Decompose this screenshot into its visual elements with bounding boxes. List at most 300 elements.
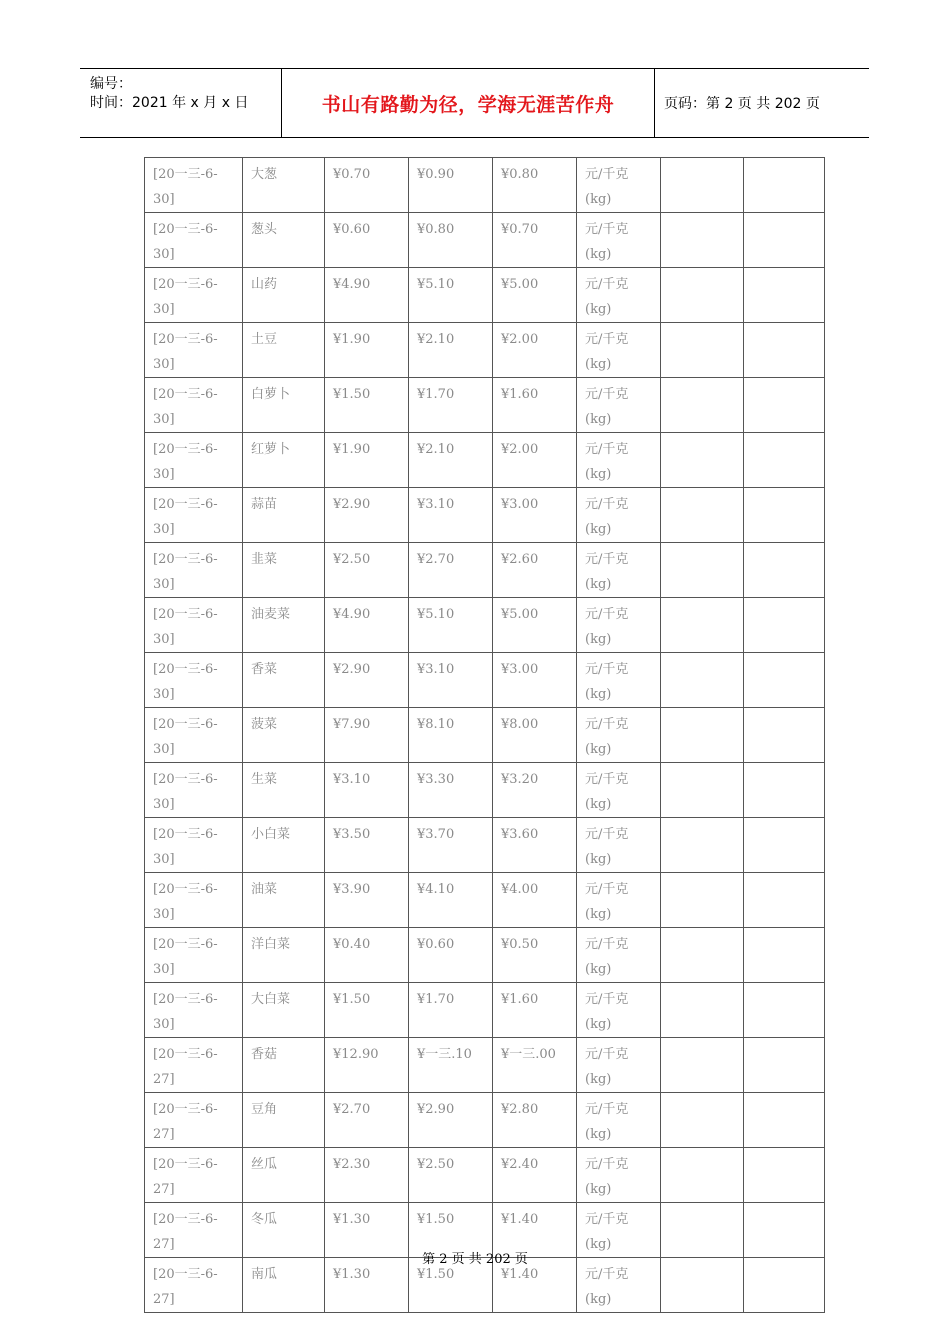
lowest-price-cell — [325, 158, 409, 213]
unit-cell-text: (kg) — [585, 632, 612, 647]
highest-price-cell-text: ¥2.10 — [417, 332, 455, 347]
unit-cell-text: 元/千克 — [585, 167, 629, 182]
empty-cell — [661, 1093, 744, 1148]
empty-cell — [661, 488, 744, 543]
average-price-cell-text: ¥5.00 — [501, 607, 539, 622]
product-name-cell-text: 小白菜 — [251, 827, 291, 842]
lowest-price-cell — [325, 983, 409, 1038]
empty-cell — [661, 818, 744, 873]
highest-price-cell — [409, 213, 493, 268]
product-name-cell — [243, 653, 325, 708]
empty-cell — [661, 213, 744, 268]
average-price-cell-text: ¥1.60 — [501, 992, 539, 1007]
unit-cell — [577, 873, 661, 928]
price-table-body — [145, 158, 825, 1313]
unit-cell-text: (kg) — [585, 302, 612, 317]
date-cell-text: 30] — [153, 632, 175, 647]
unit-cell — [577, 763, 661, 818]
unit-cell — [577, 378, 661, 433]
unit-cell — [577, 433, 661, 488]
lowest-price-cell — [325, 708, 409, 763]
unit-cell-text: 元/千克 — [585, 827, 629, 842]
unit-cell — [577, 708, 661, 763]
lowest-price-cell — [325, 1148, 409, 1203]
highest-price-cell — [409, 1093, 493, 1148]
average-price-cell-text: ¥2.00 — [501, 442, 539, 457]
date-cell-text: 30] — [153, 577, 175, 592]
product-name-cell-text: 油菜 — [251, 882, 278, 897]
product-name-cell-text: 香菇 — [251, 1047, 278, 1062]
date-cell-text: 27] — [153, 1072, 175, 1087]
highest-price-cell — [409, 818, 493, 873]
empty-cell — [744, 268, 825, 323]
empty-cell — [661, 1038, 744, 1093]
empty-cell — [744, 1148, 825, 1203]
date-cell-text: 30] — [153, 412, 175, 427]
unit-cell-text: 元/千克 — [585, 222, 629, 237]
empty-cell — [744, 983, 825, 1038]
lowest-price-cell-text: ¥2.70 — [333, 1102, 371, 1117]
date-cell-text: 30] — [153, 247, 175, 262]
product-name-cell-text: 菠菜 — [251, 717, 278, 732]
highest-price-cell — [409, 708, 493, 763]
lowest-price-cell — [325, 873, 409, 928]
empty-cell — [661, 598, 744, 653]
header-motto: 书山有路勤为径，学海无涯苦作舟 — [282, 69, 655, 137]
lowest-price-cell-text: ¥7.90 — [333, 717, 371, 732]
date-cell — [145, 763, 243, 818]
product-name-cell-text: 韭菜 — [251, 552, 278, 567]
table-row — [145, 1093, 825, 1148]
average-price-cell — [493, 1038, 577, 1093]
date-cell-text: [20一三-6- — [153, 772, 218, 787]
date-cell-text: 27] — [153, 1237, 175, 1252]
highest-price-cell — [409, 158, 493, 213]
date-cell-text: [20一三-6- — [153, 992, 218, 1007]
product-name-cell-text: 葱头 — [251, 222, 278, 237]
unit-cell — [577, 1148, 661, 1203]
unit-cell-text: (kg) — [585, 247, 612, 262]
highest-price-cell — [409, 873, 493, 928]
date-cell-text: [20一三-6- — [153, 662, 218, 677]
product-name-cell — [243, 818, 325, 873]
date-cell-text: [20一三-6- — [153, 1212, 218, 1227]
lowest-price-cell — [325, 543, 409, 598]
unit-cell-text: 元/千克 — [585, 332, 629, 347]
product-name-cell-text: 山药 — [251, 277, 278, 292]
date-cell-text: [20一三-6- — [153, 497, 218, 512]
average-price-cell-text: ¥3.20 — [501, 772, 539, 787]
average-price-cell-text: ¥0.50 — [501, 937, 539, 952]
product-name-cell — [243, 213, 325, 268]
empty-cell — [661, 158, 744, 213]
unit-cell-text: 元/千克 — [585, 992, 629, 1007]
unit-cell — [577, 543, 661, 598]
empty-cell — [661, 928, 744, 983]
product-name-cell — [243, 873, 325, 928]
unit-cell-text: (kg) — [585, 1182, 612, 1197]
unit-cell-text: 元/千克 — [585, 1267, 629, 1282]
empty-cell — [744, 213, 825, 268]
average-price-cell — [493, 323, 577, 378]
lowest-price-cell-text: ¥12.90 — [333, 1047, 379, 1062]
date-cell — [145, 983, 243, 1038]
date-cell-text: [20一三-6- — [153, 277, 218, 292]
product-name-cell — [243, 323, 325, 378]
lowest-price-cell — [325, 1038, 409, 1093]
lowest-price-cell-text: ¥1.90 — [333, 332, 371, 347]
highest-price-cell-text: ¥2.50 — [417, 1157, 455, 1172]
empty-cell — [661, 873, 744, 928]
highest-price-cell — [409, 433, 493, 488]
highest-price-cell-text: ¥1.50 — [417, 1212, 455, 1227]
highest-price-cell — [409, 983, 493, 1038]
product-name-cell — [243, 1093, 325, 1148]
empty-cell — [744, 488, 825, 543]
average-price-cell-text: ¥5.00 — [501, 277, 539, 292]
date-cell-text: [20一三-6- — [153, 442, 218, 457]
empty-cell — [661, 983, 744, 1038]
highest-price-cell — [409, 653, 493, 708]
unit-cell-text: (kg) — [585, 1292, 612, 1307]
empty-cell — [744, 158, 825, 213]
highest-price-cell — [409, 543, 493, 598]
product-name-cell — [243, 983, 325, 1038]
unit-cell — [577, 818, 661, 873]
unit-cell — [577, 488, 661, 543]
unit-cell — [577, 268, 661, 323]
table-row — [145, 873, 825, 928]
date-cell — [145, 1148, 243, 1203]
date-cell-text: 27] — [153, 1182, 175, 1197]
average-price-cell-text: ¥3.00 — [501, 662, 539, 677]
date-cell — [145, 1038, 243, 1093]
lowest-price-cell — [325, 1093, 409, 1148]
product-name-cell-text: 洋白菜 — [251, 937, 291, 952]
product-name-cell-text: 红萝卜 — [251, 442, 291, 457]
average-price-cell — [493, 213, 577, 268]
product-name-cell-text: 南瓜 — [251, 1267, 278, 1282]
table-row — [145, 598, 825, 653]
empty-cell — [744, 1038, 825, 1093]
unit-cell-text: 元/千克 — [585, 662, 629, 677]
date-cell-text: 27] — [153, 1127, 175, 1142]
highest-price-cell-text: ¥3.30 — [417, 772, 455, 787]
date-cell — [145, 928, 243, 983]
unit-cell-text: (kg) — [585, 1237, 612, 1252]
average-price-cell — [493, 653, 577, 708]
product-name-cell-text: 冬瓜 — [251, 1212, 278, 1227]
highest-price-cell-text: ¥2.70 — [417, 552, 455, 567]
table-row — [145, 488, 825, 543]
table-row — [145, 1148, 825, 1203]
highest-price-cell-text: ¥0.80 — [417, 222, 455, 237]
document-number-label: 编号： — [90, 76, 132, 92]
date-cell — [145, 708, 243, 763]
product-name-cell-text: 白萝卜 — [251, 387, 291, 402]
average-price-cell-text: ¥2.80 — [501, 1102, 539, 1117]
lowest-price-cell — [325, 488, 409, 543]
product-name-cell — [243, 1148, 325, 1203]
average-price-cell-text: ¥2.40 — [501, 1157, 539, 1172]
date-cell — [145, 818, 243, 873]
lowest-price-cell-text: ¥2.90 — [333, 662, 371, 677]
empty-cell — [744, 928, 825, 983]
unit-cell — [577, 653, 661, 708]
date-cell-text: [20一三-6- — [153, 1157, 218, 1172]
average-price-cell — [493, 928, 577, 983]
empty-cell — [661, 268, 744, 323]
table-row — [145, 323, 825, 378]
date-cell — [145, 653, 243, 708]
date-cell-text: 30] — [153, 687, 175, 702]
average-price-cell — [493, 983, 577, 1038]
date-cell-text: 30] — [153, 797, 175, 812]
product-name-cell — [243, 598, 325, 653]
average-price-cell-text: ¥3.00 — [501, 497, 539, 512]
date-cell-text: [20一三-6- — [153, 882, 218, 897]
date-cell-text: 27] — [153, 1292, 175, 1307]
date-cell-text: [20一三-6- — [153, 937, 218, 952]
empty-cell — [661, 708, 744, 763]
empty-cell — [744, 598, 825, 653]
unit-cell-text: (kg) — [585, 962, 612, 977]
table-row — [145, 543, 825, 598]
lowest-price-cell-text: ¥0.40 — [333, 937, 371, 952]
date-cell-text: 30] — [153, 192, 175, 207]
average-price-cell — [493, 763, 577, 818]
lowest-price-cell-text: ¥1.30 — [333, 1212, 371, 1227]
date-cell-text: [20一三-6- — [153, 1047, 218, 1062]
product-name-cell — [243, 158, 325, 213]
product-name-cell-text: 豆角 — [251, 1102, 278, 1117]
lowest-price-cell — [325, 378, 409, 433]
lowest-price-cell-text: ¥3.50 — [333, 827, 371, 842]
unit-cell-text: 元/千克 — [585, 772, 629, 787]
date-cell-text: 30] — [153, 852, 175, 867]
average-price-cell-text: ¥8.00 — [501, 717, 539, 732]
date-cell — [145, 598, 243, 653]
empty-cell — [744, 433, 825, 488]
highest-price-cell-text: ¥3.70 — [417, 827, 455, 842]
unit-cell-text: 元/千克 — [585, 1212, 629, 1227]
highest-price-cell-text: ¥4.10 — [417, 882, 455, 897]
date-cell-text: [20一三-6- — [153, 332, 218, 347]
average-price-cell — [493, 543, 577, 598]
table-row — [145, 1038, 825, 1093]
average-price-cell-text: ¥0.70 — [501, 222, 539, 237]
date-cell-text: [20一三-6- — [153, 167, 218, 182]
unit-cell — [577, 928, 661, 983]
unit-cell-text: 元/千克 — [585, 1157, 629, 1172]
date-cell — [145, 213, 243, 268]
unit-cell — [577, 598, 661, 653]
unit-cell-text: (kg) — [585, 522, 612, 537]
table-row — [145, 433, 825, 488]
header-meta — [80, 69, 282, 137]
table-row — [145, 818, 825, 873]
unit-cell-text: 元/千克 — [585, 442, 629, 457]
unit-cell-text: (kg) — [585, 1017, 612, 1032]
highest-price-cell-text: ¥2.10 — [417, 442, 455, 457]
average-price-cell-text: ¥2.00 — [501, 332, 539, 347]
unit-cell — [577, 983, 661, 1038]
unit-cell — [577, 213, 661, 268]
average-price-cell — [493, 708, 577, 763]
average-price-cell — [493, 818, 577, 873]
date-cell-text: [20一三-6- — [153, 1102, 218, 1117]
highest-price-cell-text: ¥3.10 — [417, 662, 455, 677]
lowest-price-cell-text: ¥0.70 — [333, 167, 371, 182]
lowest-price-cell — [325, 653, 409, 708]
unit-cell-text: (kg) — [585, 742, 612, 757]
highest-price-cell — [409, 1148, 493, 1203]
unit-cell — [577, 1093, 661, 1148]
product-name-cell — [243, 268, 325, 323]
product-name-cell-text: 大白菜 — [251, 992, 291, 1007]
product-name-cell — [243, 763, 325, 818]
highest-price-cell — [409, 928, 493, 983]
lowest-price-cell — [325, 323, 409, 378]
empty-cell — [744, 763, 825, 818]
product-name-cell — [243, 928, 325, 983]
product-name-cell — [243, 433, 325, 488]
product-name-cell — [243, 488, 325, 543]
table-row — [145, 213, 825, 268]
document-time-label: 时间：2021 年 x 月 x 日 — [90, 95, 249, 111]
highest-price-cell — [409, 323, 493, 378]
highest-price-cell-text: ¥1.70 — [417, 387, 455, 402]
date-cell-text: [20一三-6- — [153, 717, 218, 732]
date-cell-text: 30] — [153, 467, 175, 482]
unit-cell-text: (kg) — [585, 852, 612, 867]
empty-cell — [661, 433, 744, 488]
empty-cell — [744, 1093, 825, 1148]
average-price-cell-text: ¥4.00 — [501, 882, 539, 897]
product-name-cell-text: 丝瓜 — [251, 1157, 278, 1172]
unit-cell-text: (kg) — [585, 577, 612, 592]
table-row — [145, 268, 825, 323]
unit-cell-text: (kg) — [585, 357, 612, 372]
highest-price-cell — [409, 763, 493, 818]
lowest-price-cell — [325, 763, 409, 818]
empty-cell — [744, 323, 825, 378]
unit-cell-text: 元/千克 — [585, 937, 629, 952]
lowest-price-cell-text: ¥1.30 — [333, 1267, 371, 1282]
average-price-cell — [493, 268, 577, 323]
average-price-cell — [493, 378, 577, 433]
empty-cell — [744, 873, 825, 928]
average-price-cell — [493, 158, 577, 213]
average-price-cell — [493, 598, 577, 653]
average-price-cell-text: ¥一三.00 — [501, 1047, 556, 1062]
average-price-cell-text: ¥1.60 — [501, 387, 539, 402]
table-row — [145, 378, 825, 433]
date-cell-text: 30] — [153, 907, 175, 922]
date-cell-text: [20一三-6- — [153, 222, 218, 237]
highest-price-cell-text: ¥0.60 — [417, 937, 455, 952]
product-name-cell — [243, 378, 325, 433]
product-name-cell-text: 香菜 — [251, 662, 278, 677]
highest-price-cell-text: ¥1.50 — [417, 1267, 455, 1282]
table-row — [145, 763, 825, 818]
product-name-cell — [243, 708, 325, 763]
page-info-text: 页码：第 2 页 共 202 页 — [664, 96, 820, 112]
product-name-cell-text: 生菜 — [251, 772, 278, 787]
date-cell-text: 30] — [153, 357, 175, 372]
lowest-price-cell — [325, 213, 409, 268]
lowest-price-cell-text: ¥2.30 — [333, 1157, 371, 1172]
unit-cell-text: 元/千克 — [585, 552, 629, 567]
product-name-cell-text: 蒜苗 — [251, 497, 278, 512]
unit-cell-text: 元/千克 — [585, 882, 629, 897]
unit-cell-text: 元/千克 — [585, 1102, 629, 1117]
highest-price-cell — [409, 488, 493, 543]
date-cell-text: 30] — [153, 962, 175, 977]
lowest-price-cell-text: ¥3.10 — [333, 772, 371, 787]
unit-cell — [577, 158, 661, 213]
lowest-price-cell-text: ¥2.90 — [333, 497, 371, 512]
highest-price-cell — [409, 1038, 493, 1093]
date-cell-text: 30] — [153, 522, 175, 537]
lowest-price-cell — [325, 433, 409, 488]
highest-price-cell-text: ¥0.90 — [417, 167, 455, 182]
highest-price-cell-text: ¥8.10 — [417, 717, 455, 732]
product-name-cell — [243, 1038, 325, 1093]
table-row — [145, 158, 825, 213]
highest-price-cell-text: ¥3.10 — [417, 497, 455, 512]
product-name-cell-text: 大葱 — [251, 167, 278, 182]
lowest-price-cell-text: ¥3.90 — [333, 882, 371, 897]
date-cell-text: [20一三-6- — [153, 552, 218, 567]
highest-price-cell-text: ¥5.10 — [417, 607, 455, 622]
unit-cell-text: 元/千克 — [585, 277, 629, 292]
unit-cell — [577, 323, 661, 378]
highest-price-cell-text: ¥1.70 — [417, 992, 455, 1007]
date-cell-text: 30] — [153, 742, 175, 757]
lowest-price-cell-text: ¥0.60 — [333, 222, 371, 237]
highest-price-cell-text: ¥一三.10 — [417, 1047, 472, 1062]
empty-cell — [661, 323, 744, 378]
date-cell-text: 30] — [153, 1017, 175, 1032]
unit-cell-text: (kg) — [585, 687, 612, 702]
product-name-cell-text: 油麦菜 — [251, 607, 291, 622]
date-cell — [145, 378, 243, 433]
date-cell-text: [20一三-6- — [153, 387, 218, 402]
date-cell — [145, 488, 243, 543]
date-cell-text: [20一三-6- — [153, 1267, 218, 1282]
table-row — [145, 708, 825, 763]
highest-price-cell — [409, 598, 493, 653]
product-name-cell — [243, 543, 325, 598]
average-price-cell-text: ¥1.40 — [501, 1212, 539, 1227]
page-header — [80, 68, 869, 138]
header-page-info — [664, 69, 869, 137]
unit-cell-text: (kg) — [585, 412, 612, 427]
lowest-price-cell — [325, 928, 409, 983]
table-row — [145, 928, 825, 983]
table-row — [145, 983, 825, 1038]
lowest-price-cell-text: ¥4.90 — [333, 607, 371, 622]
lowest-price-cell-text: ¥4.90 — [333, 277, 371, 292]
empty-cell — [744, 543, 825, 598]
average-price-cell — [493, 873, 577, 928]
lowest-price-cell — [325, 598, 409, 653]
average-price-cell-text: ¥1.40 — [501, 1267, 539, 1282]
average-price-cell — [493, 1093, 577, 1148]
highest-price-cell-text: ¥5.10 — [417, 277, 455, 292]
empty-cell — [661, 1148, 744, 1203]
